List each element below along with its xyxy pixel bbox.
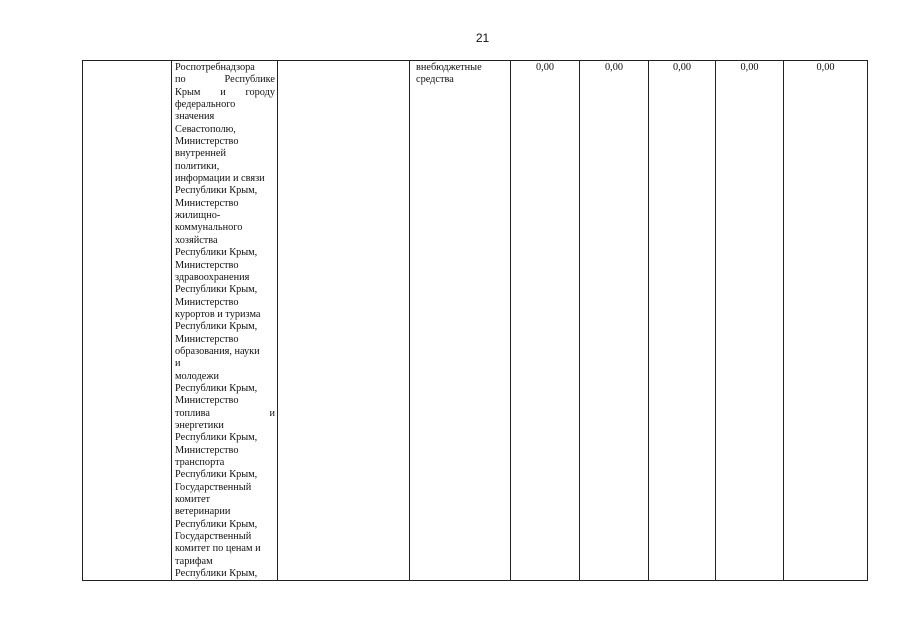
executor-text-line: федерального [175,99,236,111]
executor-text-line: политики, [175,160,220,172]
value-text: 0,00 [672,62,692,73]
executor-text-line: Министерство [175,296,239,308]
executor-text-line: Министерство [175,259,239,271]
executor-text-line: образования, науки [175,345,260,357]
executor-text-line: молодежи [175,370,219,382]
page-number: 21 [475,31,490,45]
executor-text-line: Республики Крым, [175,469,258,481]
cell-value-4 [716,61,784,581]
budget-table [82,60,868,581]
responsible-executors-list [175,62,275,580]
executor-text-line: транспорта [175,457,225,468]
executor-text-line: внутренней [175,148,226,160]
executor-text-line: значения [175,111,215,123]
cell-value-2 [580,61,649,581]
value-text: 0,00 [740,62,759,73]
executor-text-line: Республики Крым, [175,382,258,394]
executor-text-line: курортов и туризма [175,308,261,320]
executor-text-line: комитет [175,494,211,506]
executor-text-line: коммунального [175,222,243,234]
executor-text-line: Республики Крым, [175,321,258,333]
executor-text-line: Министерство [175,197,239,209]
executor-text-line: Роспотребнадзора [175,62,255,73]
executor-text-line: Республики Крым, [175,568,258,580]
executor-text-line: Министерство [175,395,239,407]
cell-empty [278,61,410,581]
cell-value-1 [511,61,580,581]
executor-text-line: информации и связи [175,173,265,185]
executor-text-line: Республики Крым, [175,518,258,530]
executor-text-line: Республики Крым, [175,284,258,296]
value-text: 0,00 [604,62,624,73]
executor-text-line: Севастополю, [175,123,236,135]
cell-responsible-executors [172,61,278,581]
executor-text-line: Республики Крым, [175,247,258,259]
executor-text-line: и [175,358,181,370]
executor-text-line: Министерство [175,333,239,345]
executor-text-line: жилищно- [175,210,221,222]
executor-text-line: хозяйства [175,234,218,246]
executor-text-line: энергетики [175,419,224,431]
executor-text-line: здравоохранения [175,271,250,283]
executor-text-line: по Республике [175,74,275,86]
executor-text-line: Республики Крым, [175,432,258,444]
value-text: 0,00 [535,62,555,73]
executor-text-line: ветеринарии [175,506,231,518]
cell-value-5 [784,61,868,581]
cell-index [83,61,172,581]
executor-text-line: Государственный [175,531,252,543]
value-text: 0,00 [816,62,835,73]
cell-funding-source [410,61,511,581]
executor-text-line: Министерство [175,444,239,456]
funding-source-text: внебюджетные средства [416,62,482,86]
executor-text-line: Министерство [175,136,239,148]
executor-text-line: Республики Крым, [175,185,258,197]
executor-text-line: комитет по ценам и [175,543,261,555]
table-row [83,61,868,581]
cell-value-3 [649,61,716,581]
executor-text-line: тарифам [175,555,213,567]
executor-text-line: Государственный [175,481,252,493]
executor-text-line: топлива и [175,407,275,419]
budget-table-container [82,60,867,581]
executor-text-line: Крым и городу [175,86,275,98]
